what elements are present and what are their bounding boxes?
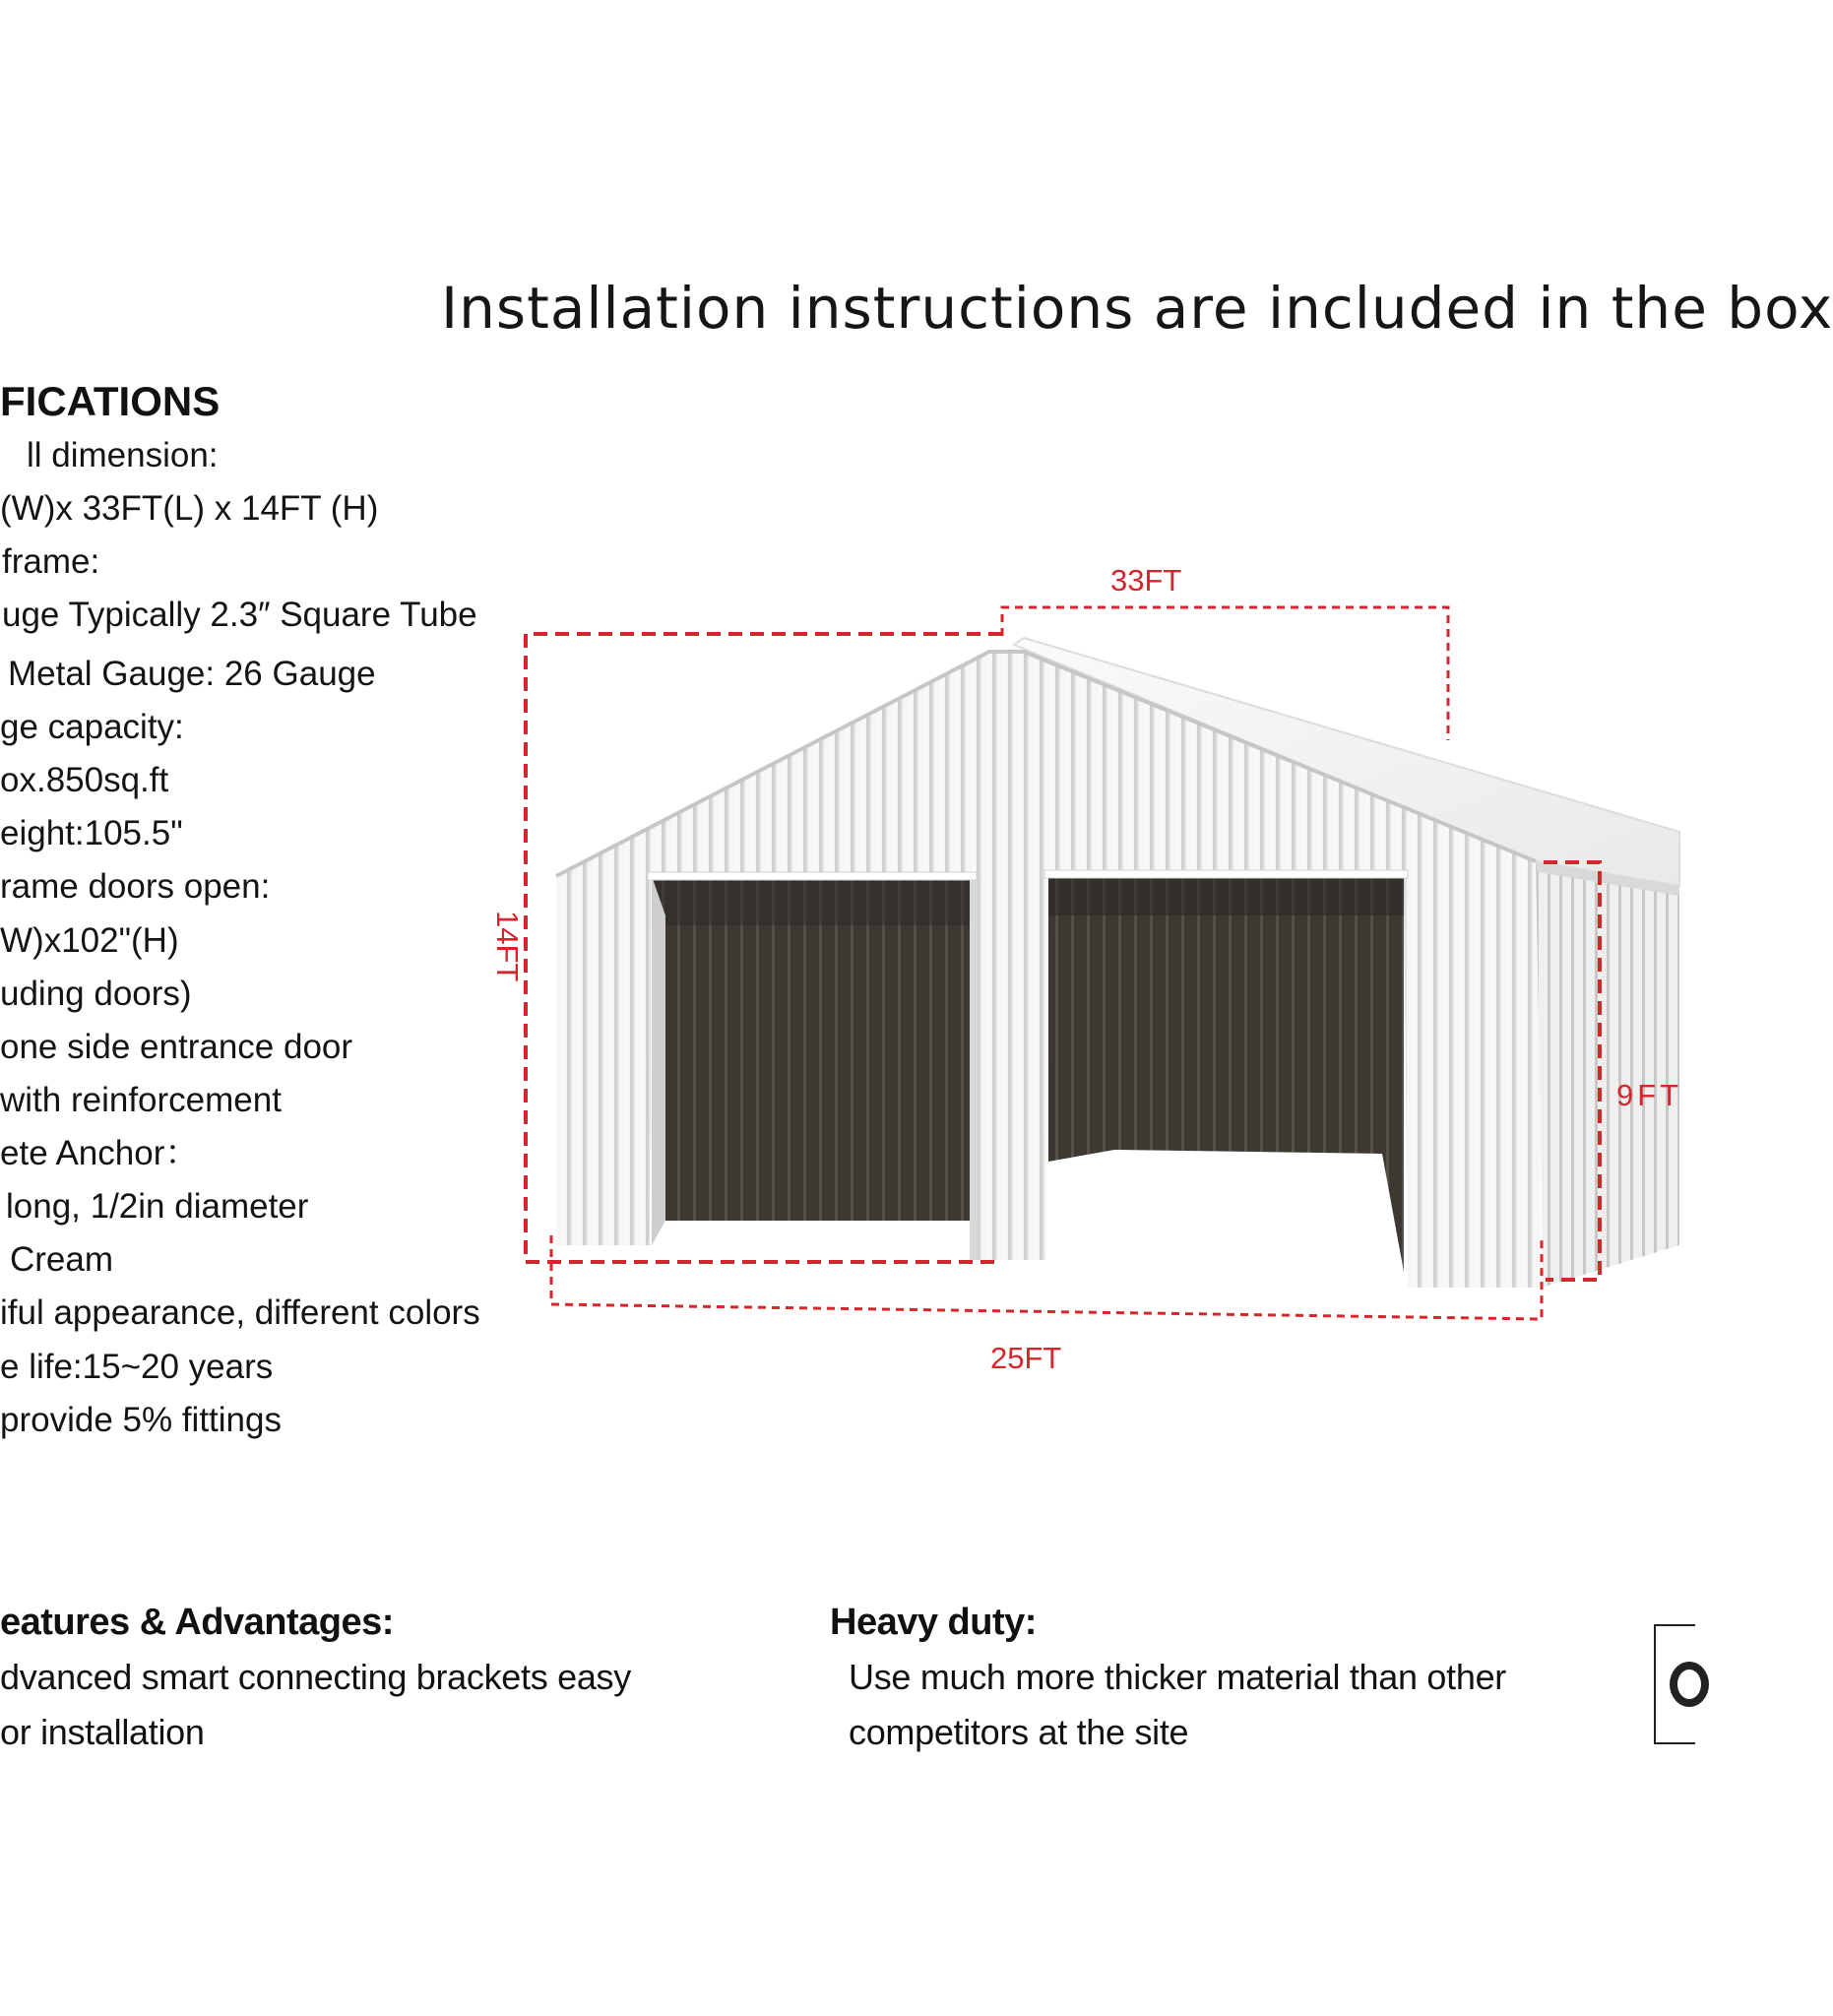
install-heading: Installation instructions are included in the box [441, 275, 1833, 342]
spec-line: ete Anchor： [0, 1134, 200, 1172]
spec-line: long, 1/2in diameter [6, 1187, 309, 1226]
features-line: or installation [0, 1712, 205, 1752]
spec-line: (W)x 33FT(L) x 14FT (H) [0, 489, 379, 528]
width-label: 25FT [990, 1341, 1062, 1375]
spec-line: uge Typically 2.3″ Square Tube [2, 596, 477, 634]
spec-line: Cream [10, 1240, 114, 1279]
features-title: eatures & Advantages: [0, 1602, 394, 1643]
spec-line: uding doors) [0, 975, 192, 1013]
spec-line: frame: [2, 542, 100, 581]
heavy-duty-title: Heavy duty: [830, 1602, 1037, 1643]
height-label: 14FT [490, 911, 525, 982]
spec-line: e life:15~20 years [0, 1348, 274, 1386]
left-door-opening [652, 876, 970, 1260]
spec-line: W)x102"(H) [0, 921, 179, 960]
spec-line: provide 5% fittings [0, 1401, 282, 1439]
wall-height-label: 9FT [1616, 1078, 1683, 1112]
spec-line: ll dimension: [27, 436, 219, 474]
badge-icon [1654, 1624, 1695, 1744]
spec-line: ox.850sq.ft [0, 761, 169, 799]
spec-line: iful appearance, different colors [0, 1293, 480, 1332]
spec-line: with reinforcement [0, 1081, 282, 1119]
side-wall [1536, 861, 1679, 1288]
length-label: 33FT [1110, 563, 1182, 598]
spec-line: eight:105.5" [0, 814, 183, 852]
heavy-duty-line: competitors at the site [849, 1712, 1189, 1752]
spec-line: one side entrance door [0, 1028, 353, 1066]
features-line: dvanced smart connecting brackets easy [0, 1657, 631, 1697]
spec-line: ge capacity: [0, 708, 184, 746]
spec-line: rame doors open: [0, 867, 271, 906]
spec-line: Metal Gauge: 26 Gauge [8, 655, 376, 693]
heavy-duty-line: Use much more thicker material than other [849, 1657, 1506, 1697]
specifications-title: FICATIONS [0, 378, 221, 424]
